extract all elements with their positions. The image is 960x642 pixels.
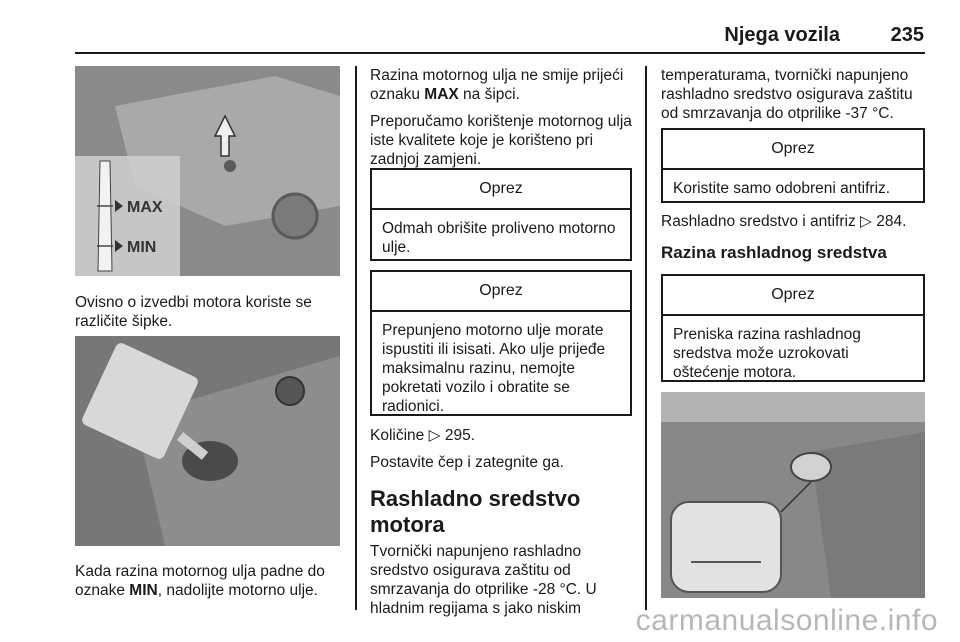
subheading-coolant-level: Razina rashladnog sredstva xyxy=(661,243,887,262)
caption-oil-min-marker: MIN xyxy=(129,582,158,599)
column-3 xyxy=(661,66,925,131)
watermark: carmanualsonline.info xyxy=(635,604,938,637)
caution-box-overfilled-oil xyxy=(370,270,632,416)
coolant-continued-paragraph: temperaturama, tvornički napunjeno rashladno sredstvo osigurava zaštitu od smrzavanja do otprilike -37 °C. xyxy=(661,67,913,122)
caption-dipstick: Ovisno o izvedbi motora koriste se različite šipke. xyxy=(75,294,312,330)
caution-heading: Oprez xyxy=(372,272,630,312)
oil-filling-drawing xyxy=(75,336,340,546)
caution-body: Prepunjeno motorno ulje morate ispustiti ili isisati. Ako ulje prijeđe maksimalnu razinu, nemojte pokretati vozilo i obratite se radionici. xyxy=(382,322,606,415)
caution-heading: Oprez xyxy=(663,130,923,170)
column-3-mid xyxy=(661,212,925,263)
oil-quality-paragraph: Preporučamo korištenje motornog ulja iste kvalitete koje je korišteno pri zadnjoj zamjeni. xyxy=(370,113,632,168)
caption-oil-min-text-1: Kada razina motornog ulja padne do oznake xyxy=(75,563,325,599)
column-2 xyxy=(370,66,632,177)
oil-max-text-1: Razina motornog ulja ne smije prijeći oznaku xyxy=(370,67,624,103)
quantities-page-link[interactable]: 295. xyxy=(444,427,475,444)
caption-oil-min xyxy=(75,562,340,600)
column-divider-2 xyxy=(645,66,647,610)
caution-body: Koristite samo odobreni antifriz. xyxy=(673,180,891,197)
quantities-reference xyxy=(370,426,632,445)
caution-box-antifreeze xyxy=(661,128,925,203)
running-header-title: Njega vozila xyxy=(724,24,840,46)
oil-max-paragraph xyxy=(370,66,632,104)
header-rule xyxy=(75,52,925,54)
engine-dipstick-drawing xyxy=(75,66,340,276)
caution-body: Odmah obrišite proliveno motorno ulje. xyxy=(382,220,616,256)
page-number: 235 xyxy=(890,24,924,46)
column-2-lower xyxy=(370,426,632,626)
oil-max-marker: MAX xyxy=(424,86,459,103)
quantities-text: Količine xyxy=(370,427,429,444)
coolant-reservoir-illustration xyxy=(661,392,925,598)
caption-oil-min-text-2: , nadolijte motorno ulje. xyxy=(157,582,318,599)
page-reference-icon: ▷ xyxy=(428,427,441,444)
antifreeze-text: Rashladno sredstvo i antifriz xyxy=(661,213,861,230)
caution-heading: Oprez xyxy=(663,276,923,316)
engine-dipstick-illustration xyxy=(75,66,340,276)
caution-box-spilled-oil xyxy=(370,168,632,261)
antifreeze-page-link[interactable]: 284. xyxy=(876,213,907,230)
oil-filling-illustration xyxy=(75,336,340,546)
caution-body: Preniska razina rashladnog sredstva može uzrokovati oštećenje motora. xyxy=(673,326,861,381)
dipstick-min-label: MIN xyxy=(127,239,157,256)
antifreeze-reference xyxy=(661,212,925,231)
cap-paragraph: Postavite čep i zategnite ga. xyxy=(370,454,564,471)
page-reference-icon: ▷ xyxy=(860,213,872,230)
caution-heading: Oprez xyxy=(372,170,630,210)
section-heading-coolant: Rashladno sredstvo motora xyxy=(370,486,581,537)
coolant-paragraph: Tvornički napunjeno rashladno sredstvo osigurava zaštitu od smrzavanja do otprilike -28 °C. U hladnim regijama s jako niskim xyxy=(370,543,597,617)
coolant-reservoir-drawing xyxy=(661,392,925,598)
dipstick-max-label: MAX xyxy=(127,199,163,216)
caution-box-low-coolant xyxy=(661,274,925,382)
column-divider-1 xyxy=(355,66,357,610)
oil-max-text-2: na šipci. xyxy=(458,86,520,103)
